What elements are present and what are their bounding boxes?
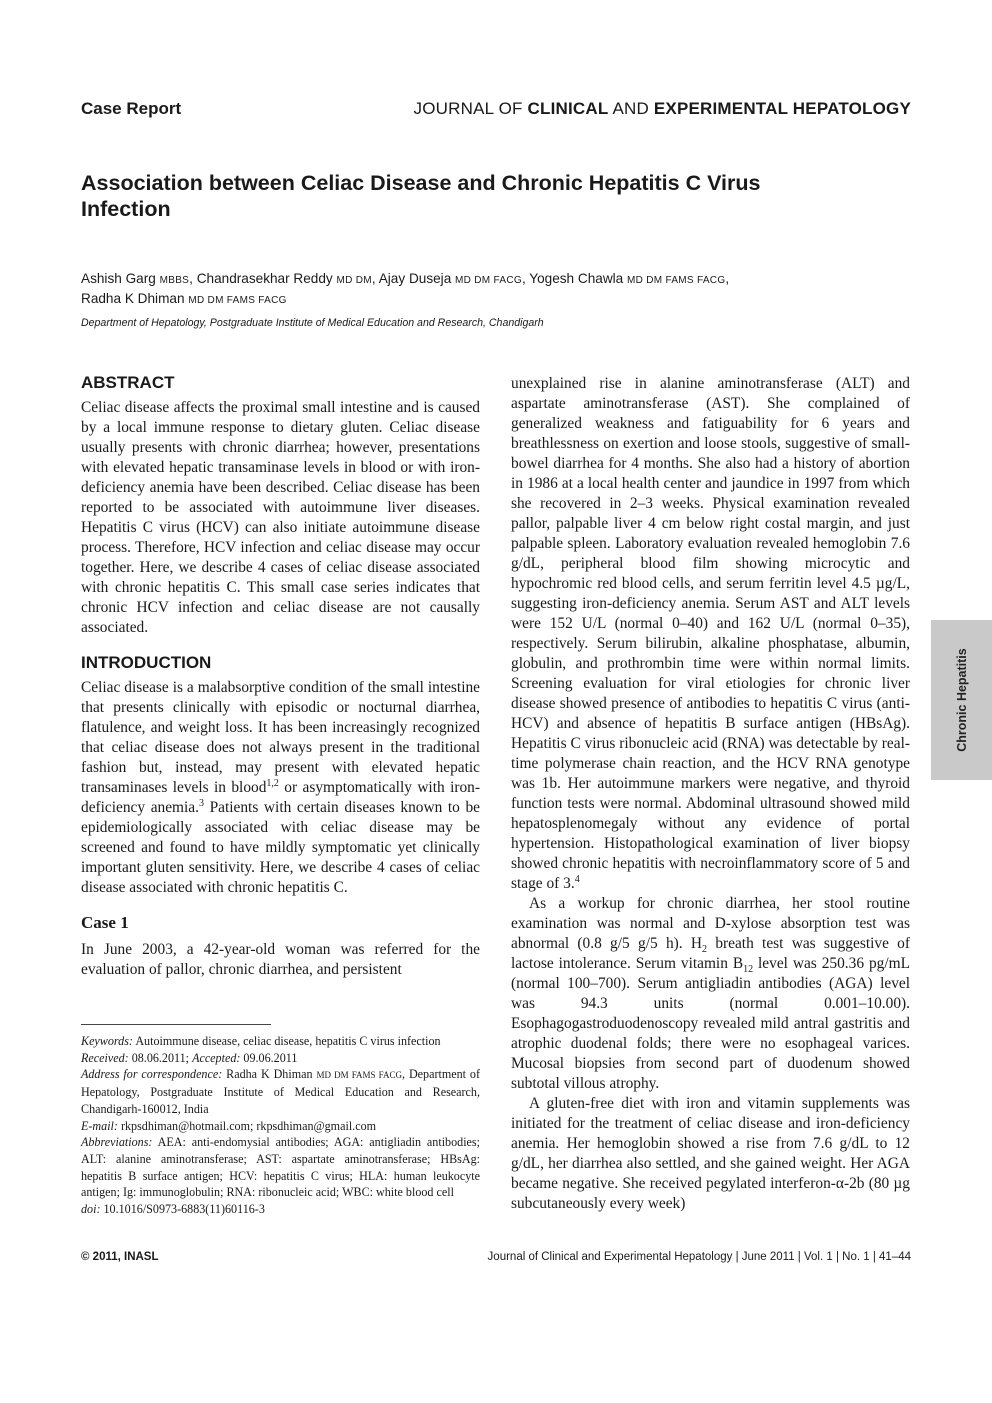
journal-citation: Journal of Clinical and Experimental Hepatology | June 2011 | Vol. 1 | No. 1 | 41–44 xyxy=(487,1251,911,1263)
author-degrees: MBBS xyxy=(159,275,190,286)
journal-name xyxy=(414,99,911,119)
keywords-line xyxy=(81,1033,480,1050)
author-degrees: MD DM FACG xyxy=(455,275,522,286)
introduction-text xyxy=(81,678,480,898)
section-side-tab xyxy=(931,620,992,780)
affiliation: Department of Hepatology, Postgraduate Institute of Medical Education and Research, Chandigarh xyxy=(81,317,544,329)
author-degrees: MD DM FAMS FACG xyxy=(188,295,287,306)
workup-part-2: breath test was suggestive of lactose intolerance. Serum vitamin B xyxy=(511,935,911,972)
workup-part-1: As a workup for chronic diarrhea, her stool routine examination was normal and D-xylose absorption test was abnormal (0.8 g/5 g/5 h). H xyxy=(511,895,910,952)
author-separator: , xyxy=(189,271,197,286)
article-title: Association between Celiac Disease and Chronic Hepatitis C Virus Infection xyxy=(81,171,761,221)
reference-marker: 1,2 xyxy=(266,777,279,789)
email-line xyxy=(81,1118,480,1135)
subscript: 2 xyxy=(702,944,708,956)
keywords-value: Autoimmune disease, celiac disease, hepatitis C virus infection xyxy=(132,1034,441,1048)
case-1-workup-text xyxy=(511,894,910,1094)
abbreviations-label: Abbreviations: xyxy=(81,1135,153,1150)
correspondence-name: Radha K Dhiman xyxy=(222,1067,317,1082)
author-name: Ashish Garg xyxy=(81,271,156,286)
case-1-treatment-text: A gluten-free diet with iron and vitamin supplements was initiated for the treatment of celiac disease and iron-deficiency anemia. Her hemoglobin showed a rise from 7.6 g/dL to 12 g/dL, her diarrhea also settled, and she gained weight. Her AGA became negative. She received pegylated interferon-α-2b (80 µg subcutaneously every week) xyxy=(511,1095,910,1212)
abbreviations-value: AEA: anti-endomysial antibodies; AGA: antigliadin antibodies; ALT: alanine aminotransferase; AST: aspartate aminotransferase; HBsAg: hepatitis B surface antigen; HCV: hepatitis C virus; HLA: human leukocyte antigen; Ig: immunoglobulin; RNA: ribonucleic acid; WBC: white blood cell xyxy=(81,1135,480,1200)
email-label: E-mail: xyxy=(81,1118,118,1133)
journal-name-prefix: JOURNAL OF xyxy=(413,99,528,118)
received-label: Received: xyxy=(81,1050,129,1065)
right-column xyxy=(511,374,910,1214)
author xyxy=(529,271,729,286)
author xyxy=(81,291,287,306)
intro-part-1: Celiac disease is a malabsorptive condition of the small intestine that presents clinically with episodic or nocturnal diarrhea, flatulence, and weight loss. It has been increasingly recognized that celiac disease does not always present in the traditional fashion but, instead, may present with elevated hepatic transaminases levels in blood xyxy=(81,679,480,796)
correspondence-label: Address for correspondence: xyxy=(81,1067,223,1082)
received-value: 08.06.2011; xyxy=(128,1050,193,1065)
author xyxy=(81,271,197,286)
author-name: Chandrasekhar Reddy xyxy=(196,271,333,286)
case-1-text: In June 2003, a 42-year-old woman was referred for the evaluation of pallor, chronic diarrhea, and persistent xyxy=(81,941,480,978)
article-type-label: Case Report xyxy=(81,99,182,118)
author xyxy=(379,271,530,286)
journal-name-clinical: CLINICAL xyxy=(527,99,609,118)
intro-part-2: or asymptomatically with iron-deficiency anemia. xyxy=(81,779,480,816)
correspondence-address: , Department of Hepatology, Postgraduate Institute of Medical Education and Research, Chandigarh-160012, India xyxy=(81,1067,480,1116)
left-column xyxy=(81,372,480,980)
author-degrees: MD DM xyxy=(336,275,372,286)
author-name: Radha K Dhiman xyxy=(81,291,185,306)
author-list xyxy=(81,270,881,310)
author-separator: , xyxy=(521,271,530,286)
copyright-notice: © 2011, INASL xyxy=(81,1251,159,1263)
correspondence-line xyxy=(81,1066,480,1117)
author-separator: , xyxy=(371,271,379,286)
abbreviations-line xyxy=(81,1134,480,1201)
correspondence-degrees: MD DM FAMS FACG xyxy=(316,1070,403,1081)
reference-marker: 4 xyxy=(574,873,580,885)
footnote-divider xyxy=(81,1024,271,1025)
doi-label: doi: xyxy=(81,1202,101,1217)
author xyxy=(197,271,379,286)
dates-line xyxy=(81,1050,480,1067)
workup-part-3: level was 250.36 pg/mL (normal 100–700). Serum antigliadin antibodies (AGA) level was 94.3 units (normal 0.001–10.00). Esophagogastroduodenoscopy revealed mild antral gastritis and atrophic duodenal folds; there were no esophageal varices. Mucosal biopsies from second part of duodenum showed subtotal villous atrophy. xyxy=(511,955,910,1092)
keywords-label: Keywords: xyxy=(81,1034,133,1048)
author-degrees: MD DM FAMS FACG xyxy=(627,275,726,286)
side-tab-label: Chronic Hepatitis xyxy=(954,648,969,752)
intro-part-3: Patients with certain diseases known to be epidemiologically associated with celiac disease may be screened and found to have mildly symptomatic yet clinically important gluten sensitivity. Here, we describe 4 cases of celiac disease associated with chronic hepatitis C. xyxy=(81,799,480,896)
abstract-text: Celiac disease affects the proximal small intestine and is caused by a local immune response to dietary gluten. Celiac disease usually presents with chronic diarrhea; however, presentations with elevated hepatic transaminase levels in blood or with iron-deficiency anemia have been described. Celiac disease has been reported to be associated with autoimmune liver diseases. Hepatitis C virus (HCV) can also initiate autoimmune disease process. Therefore, HCV infection and celiac disease may occur together. Here, we describe 4 cases of celiac disease associated with chronic hepatitis C. This small case series indicates that chronic HCV infection and celiac disease are not causally associated. xyxy=(81,399,480,636)
author-name: Yogesh Chawla xyxy=(529,271,624,286)
author-name: Ajay Duseja xyxy=(378,271,452,286)
case-1-continued-text xyxy=(511,374,910,894)
accepted-value: 09.06.2011 xyxy=(240,1050,298,1065)
case-1-heading: Case 1 xyxy=(81,913,129,932)
footnotes xyxy=(81,1033,480,1218)
journal-name-experimental: EXPERIMENTAL HEPATOLOGY xyxy=(653,99,911,118)
subscript: 12 xyxy=(743,964,754,976)
introduction-heading: INTRODUCTION xyxy=(81,653,212,672)
journal-name-and: AND xyxy=(608,99,654,118)
doi-line xyxy=(81,1201,480,1218)
abstract-heading: ABSTRACT xyxy=(81,373,175,392)
author-separator: , xyxy=(725,271,730,286)
reference-marker: 3 xyxy=(198,797,204,809)
accepted-label: Accepted: xyxy=(192,1050,241,1065)
doi-value: 10.1016/S0973-6883(11)60116-3 xyxy=(100,1202,265,1217)
email-value: rkpsdhiman@hotmail.com; rkpsdhiman@gmail.com xyxy=(117,1118,377,1133)
case-1-paragraph-1: unexplained rise in alanine aminotransferase (ALT) and aspartate aminotransferase (AST). She complained of generalized weakness and fatiguability for 6 years and breathlessness on exertion and loose stools, suggestive of small-bowel diarrhea for 4 months. She also had a history of abortion in 1986 at a local health center and jaundice in 1997 from which she recovered in 2–3 weeks. Physical examination revealed pallor, palpable liver 4 cm below right costal margin, and just palpable spleen. Laboratory evaluation revealed hemoglobin 7.6 g/dL, peripheral blood film showing microcytic and hypochromic red blood cells, and serum ferritin level 4.5 µg/L, suggesting iron-deficiency anemia. Serum AST and ALT levels were 152 U/L (normal 0–40) and 162 U/L (normal 0–35), respectively. Serum bilirubin, alkaline phosphatase, albumin, globulin, and prothrombin time were within normal limits. Screening evaluation for viral etiologies for chronic liver disease showed presence of antibodies to hepatitis C virus (anti-HCV) and absence of hepatitis B surface antigen (HBsAg). Hepatitis C virus ribonucleic acid (RNA) was detectable by real-time polymerase chain reaction, and the HCV RNA genotype was 1b. Her autoimmune markers were negative, and thyroid function tests were normal. Abdominal ultrasound showed mild hepatosplenomegaly without any evidence of portal hypertension. Histopathological examination of liver biopsy showed chronic hepatitis with necroinflammatory score of 5 and stage of 3. xyxy=(511,375,910,892)
